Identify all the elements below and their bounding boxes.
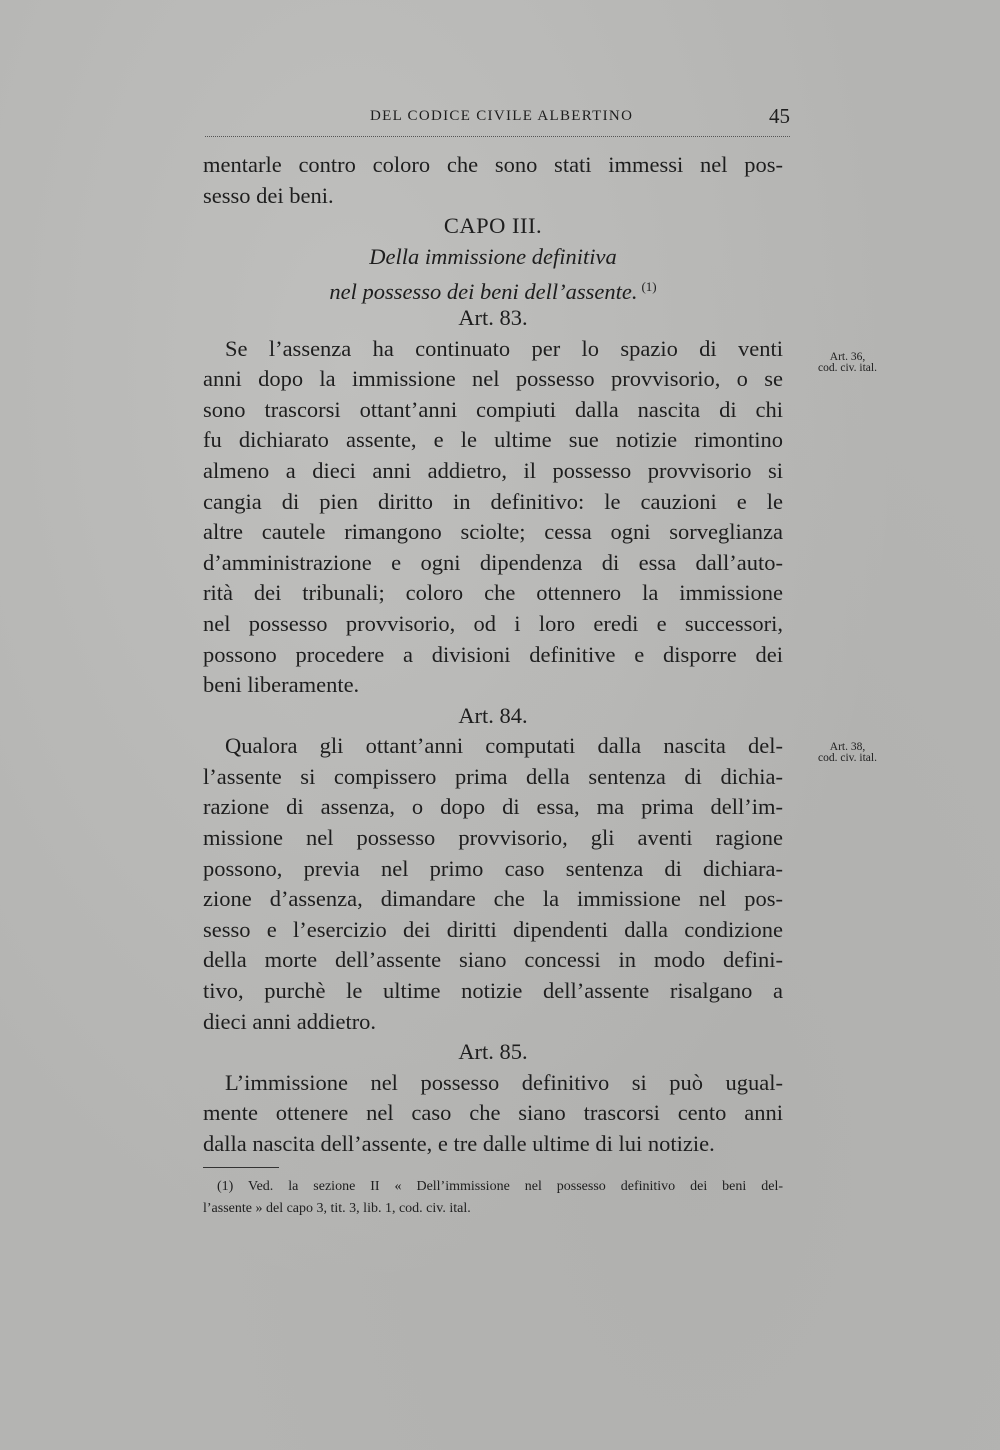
- footnote-rule: [203, 1167, 279, 1168]
- chapter-title-text: nel possesso dei beni dell’assente.: [329, 279, 638, 305]
- main-text: [203, 150, 783, 1160]
- text-line: fu dichiarato assente, e le ultime sue notizie rimontino: [203, 427, 783, 453]
- margin-note-line: cod. civ. ital.: [818, 362, 877, 374]
- page-number: 45: [769, 104, 790, 128]
- text-line: tivo, purchè le ultime notizie dell’assente risalgano a: [203, 978, 783, 1004]
- margin-note-art84: [800, 742, 895, 764]
- chapter-title-line: [203, 272, 783, 303]
- text-line: L’immissione nel possesso definitivo si può ugual-: [225, 1069, 783, 1095]
- text-line: l’assente si compissero prima della sentenza di dichia-: [203, 763, 783, 789]
- text-line: dieci anni addietro.: [203, 1008, 377, 1034]
- text-line: mente ottenere nel caso che siano trascorsi cento anni: [203, 1100, 783, 1126]
- text-line: zione d’assenza, dimandare che la immissione nel pos-: [203, 886, 783, 912]
- text-line: mentarle contro coloro che sono stati immessi nel pos-: [203, 152, 783, 177]
- text-line: sono trascorsi ottant’anni compiuti dalla nascita di chi: [203, 396, 783, 422]
- text-line: dalla nascita dell’assente, e tre dalle ultime di lui notizie.: [203, 1131, 715, 1156]
- article-heading: Art. 85.: [458, 1039, 528, 1065]
- text-line: anni dopo la immissione nel possesso provvisorio, o se: [203, 366, 783, 392]
- text-line: sesso dei beni.: [203, 182, 334, 208]
- chapter-title-line: Della immissione definitiva: [369, 243, 617, 269]
- running-title: DEL CODICE CIVILE ALBERTINO: [370, 108, 634, 124]
- text-line: Qualora gli ottant’anni computati dalla nascita del-: [225, 733, 783, 759]
- footnote: [203, 1176, 783, 1220]
- text-line: missione nel possesso provvisorio, gli aventi ragione: [203, 825, 783, 851]
- article-heading: Art. 83.: [458, 304, 528, 330]
- chapter-heading: CAPO III.: [443, 213, 543, 239]
- article-heading: Art. 84.: [458, 702, 528, 728]
- page-header: [205, 104, 790, 134]
- margin-note-art83: [800, 352, 895, 374]
- text-line: Se l’assenza ha continuato per lo spazio di venti: [225, 335, 783, 361]
- text-line: beni liberamente.: [203, 672, 360, 698]
- text-line: d’amministrazione e ogni dipendenza di essa dall’auto-: [203, 549, 783, 575]
- text-line: della morte dell’assente siano concessi in modo defini-: [203, 947, 783, 973]
- text-line: nel possesso provvisorio, od i loro eredi e successori,: [203, 610, 783, 636]
- text-line: almeno a dieci anni addietro, il possesso provvisorio si: [203, 457, 783, 483]
- text-line: razione di assenza, o dopo di essa, ma prima dell’im-: [203, 794, 783, 820]
- text-line: cangia di pien diritto in definitivo: le cauzioni e le: [203, 488, 783, 514]
- footnote-line: (1) Ved. la sezione II « Dell’immissione nel possesso definitivo dei beni del-: [217, 1179, 783, 1194]
- margin-note-line: Art. 38,: [829, 741, 866, 753]
- footnote-reference: (1): [641, 279, 657, 295]
- margin-note-line: cod. civ. ital.: [818, 752, 877, 764]
- text-line: sesso e l’esercizio dei diritti dipendenti dalla condizione: [203, 916, 783, 942]
- footnote-line: l’assente » del capo 3, tit. 3, lib. 1, cod. civ. ital.: [203, 1201, 471, 1216]
- text-line: possono procedere a divisioni definitive e disporre dei: [203, 641, 783, 667]
- text-line: rità dei tribunali; coloro che ottennero la immissione: [203, 580, 783, 606]
- text-line: altre cautele rimangono sciolte; cessa ogni sorveglianza: [203, 519, 783, 545]
- margin-note-line: Art. 36,: [829, 351, 866, 363]
- text-line: possono, previa nel primo caso sentenza di dichiara-: [203, 855, 783, 881]
- header-rule: [205, 136, 790, 137]
